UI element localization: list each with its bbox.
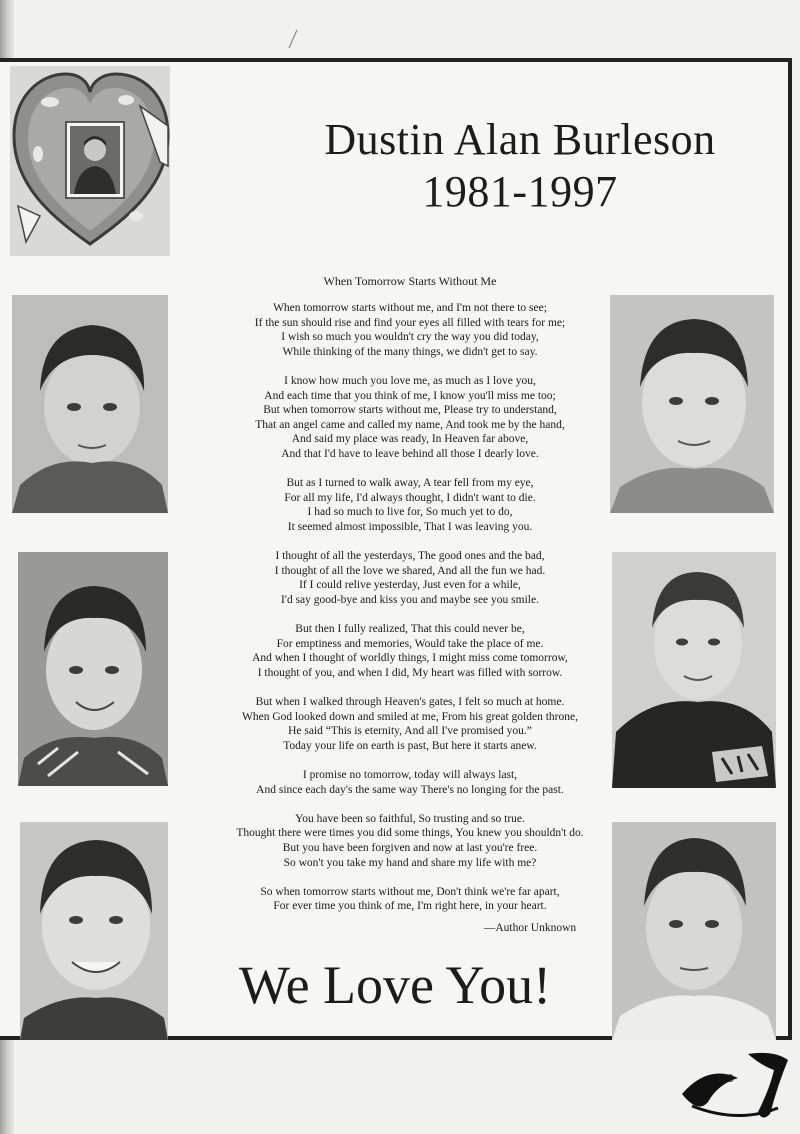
poem-stanza	[205, 768, 615, 797]
poem-line: And each time that you think of me, I know you'll miss me too;	[264, 389, 556, 402]
poem-line: You have been so faithful, So trusting and so true.	[295, 812, 525, 825]
poem-line: And said my place was ready, In Heaven far above,	[291, 433, 529, 446]
poem-line: I had so much to live for, So much yet to do,	[307, 506, 513, 519]
poem-line: And since each day's the same way There's no longing for the past.	[256, 783, 564, 796]
portrait-photo-right-2	[612, 552, 776, 788]
poem-stanza	[205, 301, 615, 359]
poem-line: So when tomorrow starts without me, Don't think we're far apart,	[260, 885, 560, 898]
poem-stanza	[205, 695, 615, 753]
portrait-photo-left-3	[20, 822, 168, 1040]
poem-line: And that I'd have to leave behind all those I dearly love.	[281, 447, 539, 460]
poem-stanza	[205, 374, 615, 462]
poem-line: I thought of all the love we shared, And all the fun we had.	[274, 564, 546, 577]
poem-line: For ever time you think of me, I'm right here, in your heart.	[273, 900, 547, 913]
poem-line: But you have been forgiven and now at last you're free.	[282, 841, 538, 854]
memorial-years: 1981-1997	[422, 167, 618, 216]
poem-line: If I could relive yesterday, Just even for a while,	[299, 579, 521, 592]
poem-body	[205, 301, 615, 929]
poem-title: When Tomorrow Starts Without Me	[323, 274, 497, 288]
poem-line: While thinking of the many things, we didn't get to say.	[282, 345, 538, 358]
poem-stanza	[205, 885, 615, 914]
poem-line: Thought there were times you did some things, You knew you shouldn't do.	[236, 827, 584, 840]
poem-line: And when I thought of worldly things, I might miss come tomorrow,	[252, 652, 568, 665]
poem-line: If the sun should rise and find your eyes all filled with tears for me;	[254, 316, 566, 329]
poem-line: For emptiness and memories, Would take the place of me.	[276, 637, 544, 650]
poem-line: I thought of you, and when I did, My heart was filled with sorrow.	[257, 666, 563, 679]
poem-line: I promise no tomorrow, today will always last,	[302, 769, 518, 781]
poem-line: But when I walked through Heaven's gates, I felt so much at home.	[255, 696, 565, 709]
poem-line: That an angel came and called my name, And took me by the hand,	[255, 418, 565, 431]
poem-line: Today your life on earth is past, But here it starts anew.	[283, 739, 537, 752]
page-number: 115	[716, 1071, 734, 1085]
poem-line: I know how much you love me, as much as I love you,	[284, 374, 536, 387]
pencil-mark	[285, 28, 301, 50]
portrait-photo-right-1	[610, 295, 774, 513]
poem-line: When God looked down and smiled at me, From his great golden throne,	[242, 710, 578, 723]
poem-line: So won't you take my hand and share my life with me?	[283, 856, 537, 869]
poem-line: For all my life, I'd always thought, I didn't want to die.	[284, 491, 536, 504]
poem-stanza	[205, 812, 615, 870]
poem-line: I thought of all the yesterdays, The good ones and the bad,	[275, 550, 545, 563]
poem-stanza	[205, 622, 615, 680]
heart-icon	[10, 66, 170, 256]
poem-stanza	[205, 476, 615, 534]
portrait-photo-left-1	[12, 295, 168, 513]
tagline: We Love You!	[238, 955, 552, 1015]
poem-stanza	[205, 549, 615, 607]
poem-line: I'd say good-bye and kiss you and maybe see you smile.	[281, 593, 539, 606]
poem-author: —Author Unknown	[483, 922, 577, 934]
poem-line: I wish so much you wouldn't cry the way you did today,	[281, 331, 539, 344]
heart-decoration	[10, 66, 170, 256]
poem-line: It seemed almost impossible, That I was leaving you.	[287, 520, 533, 533]
poem-line: He said “This is eternity, And all I've promised you.”	[288, 725, 532, 738]
poem-line: But when tomorrow starts without me, Please try to understand,	[263, 404, 557, 417]
memorial-name: Dustin Alan Burleson	[324, 115, 716, 164]
poem-line: But then I fully realized, That this could never be,	[295, 623, 525, 636]
portrait-photo-left-2	[18, 552, 168, 786]
swoosh-icon	[678, 1044, 796, 1124]
poem-line: But as I turned to walk away, A tear fell from my eye,	[286, 477, 534, 490]
poem-line: When tomorrow starts without me, and I'm not there to see;	[273, 302, 547, 314]
